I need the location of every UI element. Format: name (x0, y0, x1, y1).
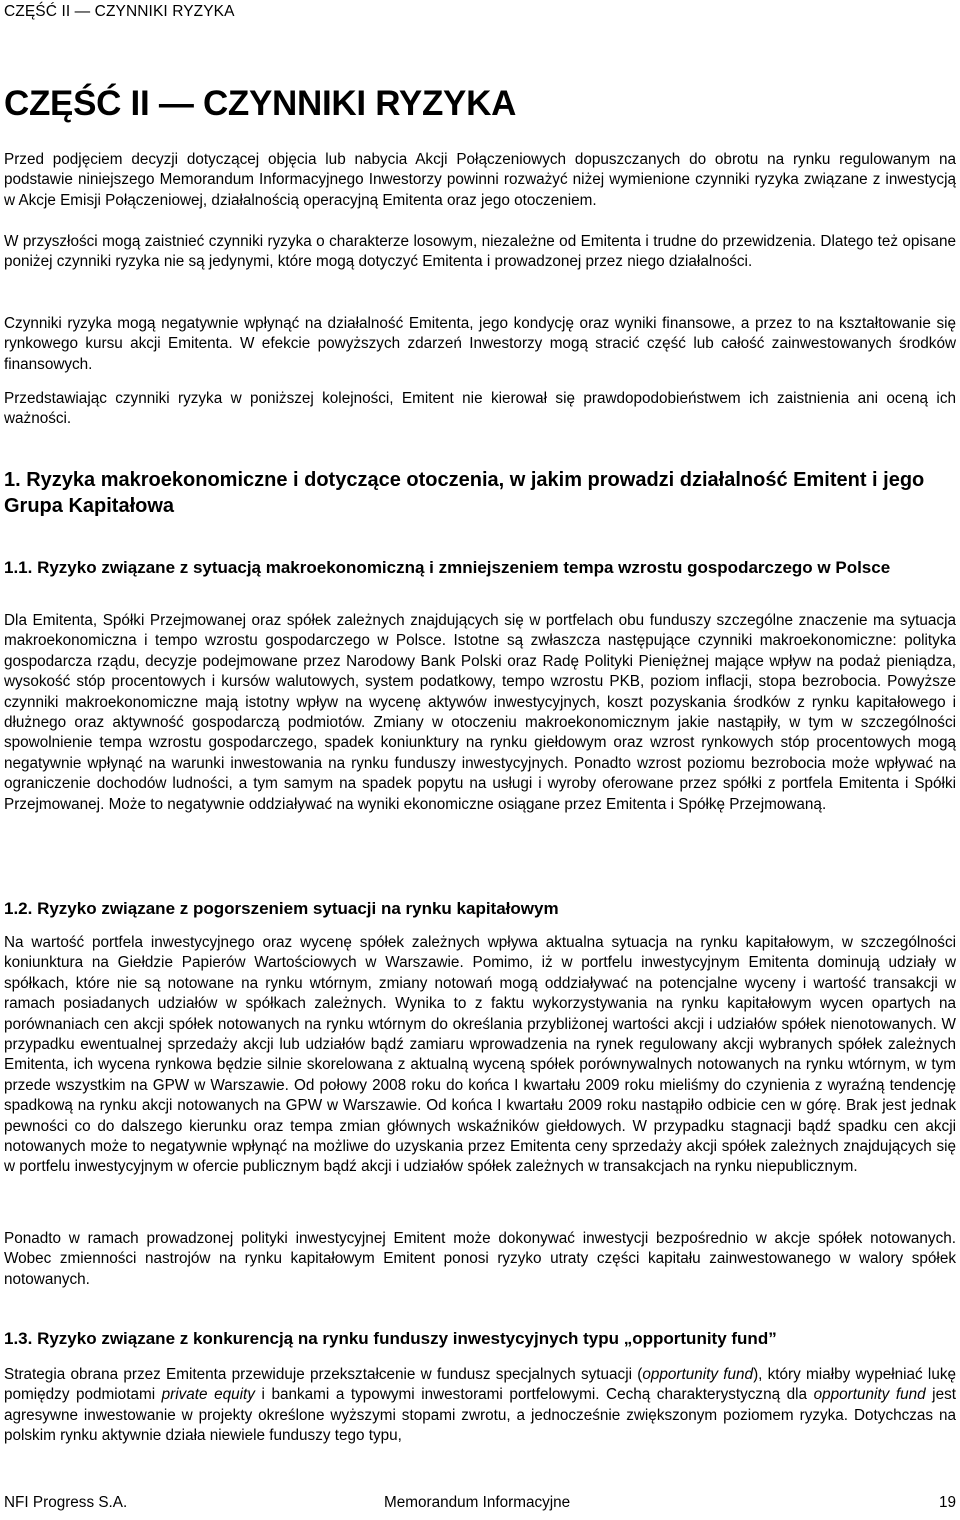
page-footer (4, 1494, 956, 1516)
italic-term: opportunity fund (813, 1386, 926, 1404)
page-title: CZĘŚĆ II — CZYNNIKI RYZYKA (4, 84, 517, 123)
text-run: Strategia obrana przez Emitenta przewiduje przekształcenie w fundusz specjalnych sytuacji ( (4, 1366, 643, 1383)
intro-paragraph-3: Czynniki ryzyka mogą negatywnie wpłynąć na działalność Emitenta, jego kondycję oraz wyniki finansowe, a przez to na kształtowanie się rynkowego kursu akcji Emitenta. W efekcie powyższych zdarzeń Inwestorzy mogą stracić część lub całość zainwestowanych środków finansowych. (4, 315, 956, 373)
intro-paragraph-1: Przed podjęciem decyzji dotyczącej objęcia lub nabycia Akcji Połączeniowych dopuszczanych do obrotu na rynku regulowanym na podstawie niniejszego Memorandum Informacyjnego Inwestorzy powinni rozważyć niżej wymienione czynniki ryzyka związane z inwestycją w Akcje Emisji Połączeniowej, działalnością operacyjną Emitenta oraz jego otoczeniem. (4, 151, 956, 209)
footer-company: NFI Progress S.A. (4, 1494, 128, 1511)
intro-paragraph-2: W przyszłości mogą zaistnieć czynniki ryzyka o charakterze losowym, niezależne od Emitenta i trudne do przewidzenia. Dlatego też opisane poniżej czynniki ryzyka nie są jedynymi, które mogą dotyczyć Emitenta i prowadzonej przez niego działalności. (4, 233, 956, 271)
section-1-1-heading: 1.1. Ryzyko związane z sytuacją makroekonomiczną i zmniejszeniem tempa wzrostu gospodarczego w Polsce (4, 558, 891, 577)
section-1-3-heading: 1.3. Ryzyko związane z konkurencją na rynku funduszy inwestycyjnych typu „opportunity fund” (4, 1329, 777, 1348)
text-run: jest agresywne inwestowanie w projekty określone wyższymi stopami zwrotu, a jednocześnie zwiększonym poziomem ryzyka. Dotychczas na polskim rynku aktywnie działa niewiele funduszy tego typu, (4, 1386, 956, 1445)
section-1-2-paragraph-1: Na wartość portfela inwestycyjnego oraz wycenę spółek zależnych wpływa aktualna sytuacja na rynku kapitałowym, w szczególności koniunktura na Giełdzie Papierów Wartościowych w Warszawie. Pomimo, iż w portfelu inwestycyjnym Emitenta dominują udziały w spółkach, które nie są notowane na rynku wtórnym, zmiany notowań mogą oddziaływać na potencjalne wyceny i wartość transakcji w ramach posiadanych udziałów w spółkach zależnych. Wynika to z faktu wykorzystywania na rynku kapitałowym wycen opartych na porównaniach cen akcji spółek notowanych na rynku wtórnym do określania przybliżonej wartości akcji i udziałów spółek nienotowanych. W przypadku ewentualnej sprzedaży akcji lub udziałów bądź zamiaru wprowadzenia na rynek regulowany akcji wybranych spółek zależnych Emitenta, ich wycena rynkowa będzie silnie skorelowana z aktualną wyceną spółek porównywalnych notowanych na rynku wtórnym, w tym przede wszystkim na GPW w Warszawie. Od połowy 2008 roku do końca I kwartału 2009 roku mieliśmy do czynienia z wyraźną tendencję spadkową na rynku akcji notowanych na GPW w Warszawie. Od końca I kwartału 2009 roku nastąpiło odbicie cen w górę. Brak jest jednak pewności co do dalszego kierunku oraz tempa zmian głównych wskaźników giełdowych. W przypadku stagnacji bądź spadku cen akcji notowanych może to negatywnie wpłynąć na możliwe do uzyskania przez Emitenta ceny sprzedaży akcji spółek zależnych znajdujących się w portfelu inwestycyjnym w ofercie publicznym bądź akcji i udziałów spółek zależnych w transakcjach na rynku niepublicznym. (4, 934, 956, 1176)
section-1-2-paragraph-2: Ponadto w ramach prowadzonej polityki inwestycyjnej Emitent może dokonywać inwestycji bezpośrednio w akcje spółek notowanych. Wobec zmienności nastrojów na rynku kapitałowym Emitent ponosi ryzyko utraty części kapitału zainwestowanego w walory spółek notowanych. (4, 1230, 956, 1288)
text-run: ), który miałby wypełniać lukę pomiędzy podmiotami (4, 1366, 956, 1404)
italic-term: private equity (161, 1386, 255, 1404)
section-1-2-heading: 1.2. Ryzyko związane z pogorszeniem sytuacji na rynku kapitałowym (4, 899, 559, 918)
italic-term: opportunity fund (642, 1366, 754, 1383)
footer-document-name: Memorandum Informacyjne (384, 1494, 571, 1511)
running-header: CZĘŚĆ II — CZYNNIKI RYZYKA (4, 3, 235, 20)
section-1-1-paragraph: Dla Emitenta, Spółki Przejmowanej oraz spółek zależnych znajdujących się w portfelach obu funduszy szczególne znaczenie ma sytuacja makroekonomiczna i tempo wzrostu gospodarczego w Polsce. Istotne są zwłaszcza następujące czynniki makroekonomiczne: polityka gospodarcza rządu, decyzje podejmowane przez Narodowy Bank Polski oraz Radę Polityki Pieniężnej mające wpływ na podaż pieniądza, wysokość stóp procentowych i kursów walutowych, system podatkowy, tempo wzrostu PKB, poziom inflacji, stopa bezrobocia. Powyższe czynniki makroekonomiczne mają istotny wpływ na wycenę aktywów inwestycyjnych, koszt pozyskania środków z rynku kapitałowego i dłużnego oraz aktywność gospodarczą podmiotów. Zmiany w otoczeniu makroekonomicznym jakie nastąpiły, w tym w szczególności spowolnienie tempa wzrostu gospodarczego, spadek koniunktury na rynku giełdowym oraz wzrost rynkowych stóp procentowych mogą negatywnie wpłynąć na warunki inwestowania na rynku funduszy inwestycyjnych. Ponadto wzrost poziomu bezrobocia może wpływać na ograniczenie dochodów ludności, a tym samym na spadek popytu na usługi i wyroby oferowane przez spółki z portfela Emitenta i Spółki Przejmowanej. Może to negatywnie oddziaływać na wyniki ekonomiczne osiągane przez Emitenta i Spółkę Przejmowaną. (4, 612, 956, 813)
footer-page-number: 19 (938, 1494, 956, 1511)
section-1-3-paragraph (4, 1365, 956, 1447)
section-1-heading: 1. Ryzyka makroekonomiczne i dotyczące otoczenia, w jakim prowadzi działalność Emitent i jego Grupa Kapitałowa (4, 469, 925, 517)
document-page (4, 0, 956, 1520)
text-run: i bankami a typowymi inwestorami portfelowymi. Cechą charakterystyczną dla (254, 1386, 814, 1404)
intro-paragraph-4: Przedstawiając czynniki ryzyka w poniższej kolejności, Emitent nie kierował się prawdopodobieństwem ich zaistnienia ani oceną ich ważności. (4, 390, 956, 428)
